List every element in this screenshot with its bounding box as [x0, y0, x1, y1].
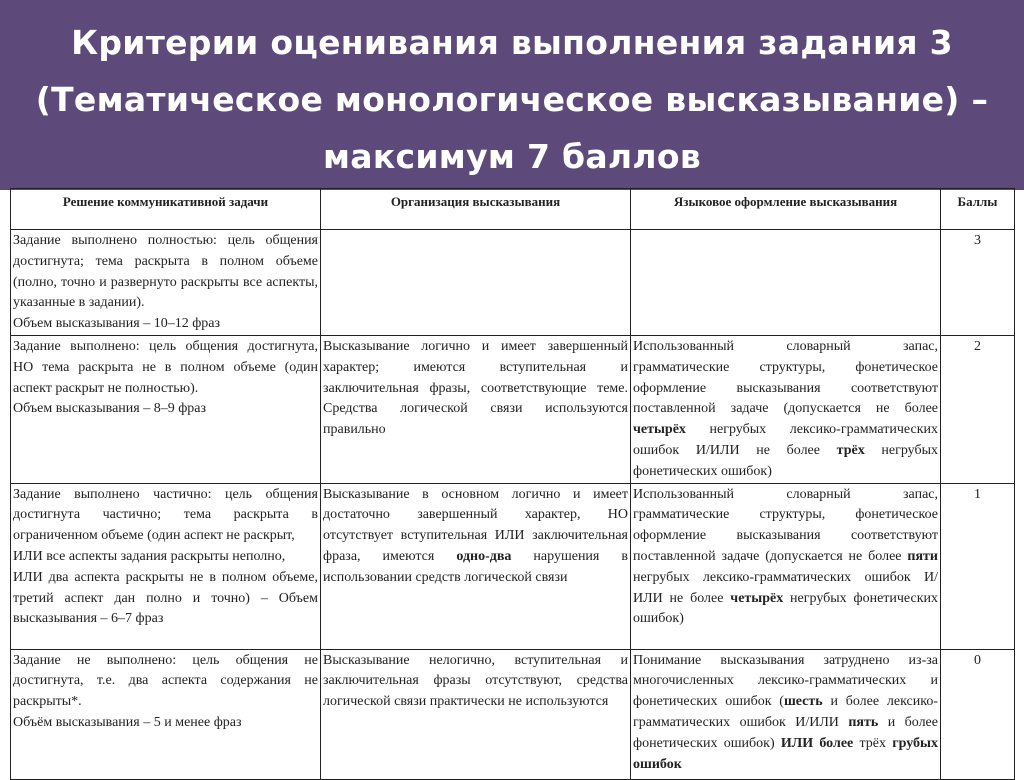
table-row [11, 483, 1015, 649]
cell-task [11, 649, 321, 779]
cell-task [11, 335, 321, 483]
cell-language [631, 335, 941, 483]
cell-language [631, 483, 941, 649]
table-row [11, 230, 1015, 336]
header-organization: Организация высказывания [321, 189, 631, 230]
lang-bold: четырёх [633, 422, 686, 438]
cell-score: 2 [941, 335, 1015, 483]
lang-text: негрубых фонетических ошибок) [633, 590, 939, 627]
task-volume: Объём высказывания – 5 и менее фраз [13, 714, 242, 730]
lang-text: негрубых лексико-грамматических ошибок И/ИЛИ не более [633, 569, 938, 606]
lang-text: Понимание высказывания затруднено из-за многочисленных лексико-грамматических и фонетических ошибок ( [633, 652, 938, 710]
task-text: Задание выполнено частично: цель общения достигнута частично; тема раскрыта в ограниченном объеме (один аспект не раскрыт, [13, 486, 318, 544]
header-language: Языковое оформление высказывания [631, 189, 941, 230]
cell-score: 0 [941, 649, 1015, 779]
lang-bold: трёх [836, 442, 865, 458]
lang-text: негрубых фонетических ошибок) [633, 442, 938, 479]
cell-task [11, 483, 321, 649]
page-title-line-3: максимум 7 баллов [322, 137, 702, 176]
task-volume: Объем высказывания – 10–12 фраз [13, 316, 221, 332]
cell-score: 1 [941, 483, 1015, 649]
page-title-line-1: Критерии оценивания выполнения задания 3 [71, 23, 953, 62]
lang-bold: ИЛИ более [780, 735, 854, 751]
cell-organization [321, 230, 631, 336]
table-row [11, 335, 1015, 483]
table-row [11, 649, 1015, 779]
cell-language [631, 230, 941, 336]
lang-bold: пять [848, 714, 879, 730]
org-text: нарушения в использовании средств логической связи [323, 548, 628, 585]
header-score: Баллы [941, 189, 1015, 230]
task-text: Задание выполнено полностью: цель общения достигнута; тема раскрыта в полном объеме (полно, точно и развернуто раскрыты все аспекты, указанные в задании). [13, 233, 318, 311]
task-or-1: ИЛИ все аспекты задания раскрыты неполно, [13, 548, 286, 564]
lang-text: и более лексико-грамматических ошибок И/ИЛИ [633, 694, 938, 730]
cell-organization [321, 483, 631, 649]
task-text: Задание выполнено: цель общения достигнута, НО тема раскрыта не в полном объеме (один аспект раскрыт не полностью). [13, 338, 318, 396]
lang-bold: пяти [907, 548, 938, 564]
lang-text: Использованный словарный запас, грамматические структуры, фонетическое оформление высказывания соответствуют поставленной задаче (допускается не более [633, 338, 938, 417]
org-text: Высказывание в основном логично и имеет достаточно завершенный характер, НО отсутствует вступительная ИЛИ заключительная фраза, имеются [323, 486, 628, 564]
criteria-table [10, 188, 1015, 780]
lang-text: и более фонетических ошибок) [633, 714, 938, 751]
lang-text: Использованный словарный запас, грамматические структуры, фонетическое оформление высказывания соответствуют поставленной задаче (допускается не более [633, 486, 938, 564]
page-title-line-2: (Тематическое монологическое высказывание) – [35, 80, 989, 119]
cell-task [11, 230, 321, 336]
cell-score: 3 [941, 230, 1015, 336]
lang-bold: шесть [783, 694, 823, 710]
cell-language [631, 649, 941, 779]
task-or-2: ИЛИ два аспекта раскрыты не в полном объеме, третий аспект дан полно и точно) – Объем высказывания – 6–7 фраз [13, 569, 318, 627]
task-text: Задание не выполнено: цель общения не достигнута, т.е. два аспекта содержания не раскрыты*. [13, 652, 318, 710]
task-volume: Объем высказывания – 8–9 фраз [13, 401, 207, 417]
lang-bold: грубых ошибок [633, 735, 938, 772]
lang-text: негрубых лексико-грамматических ошибок И/ИЛИ не более [633, 422, 938, 458]
page-title [20, 14, 1004, 185]
cell-organization: Высказывание логично и имеет завершенный характер; имеются вступительная и заключительная фразы, соответствующие теме. Средства логической связи используются правильно [321, 335, 631, 483]
header-communicative-task: Решение коммуникативной задачи [11, 189, 321, 230]
lang-bold: четырёх [730, 590, 784, 606]
table-header-row [11, 189, 1015, 230]
cell-organization: Высказывание нелогично, вступительная и заключительная фразы отсутствуют, средства логической связи практически не используются [321, 649, 631, 779]
org-bold: одно-два [456, 548, 512, 564]
title-banner [0, 0, 1024, 190]
lang-text: трёх [853, 735, 893, 751]
